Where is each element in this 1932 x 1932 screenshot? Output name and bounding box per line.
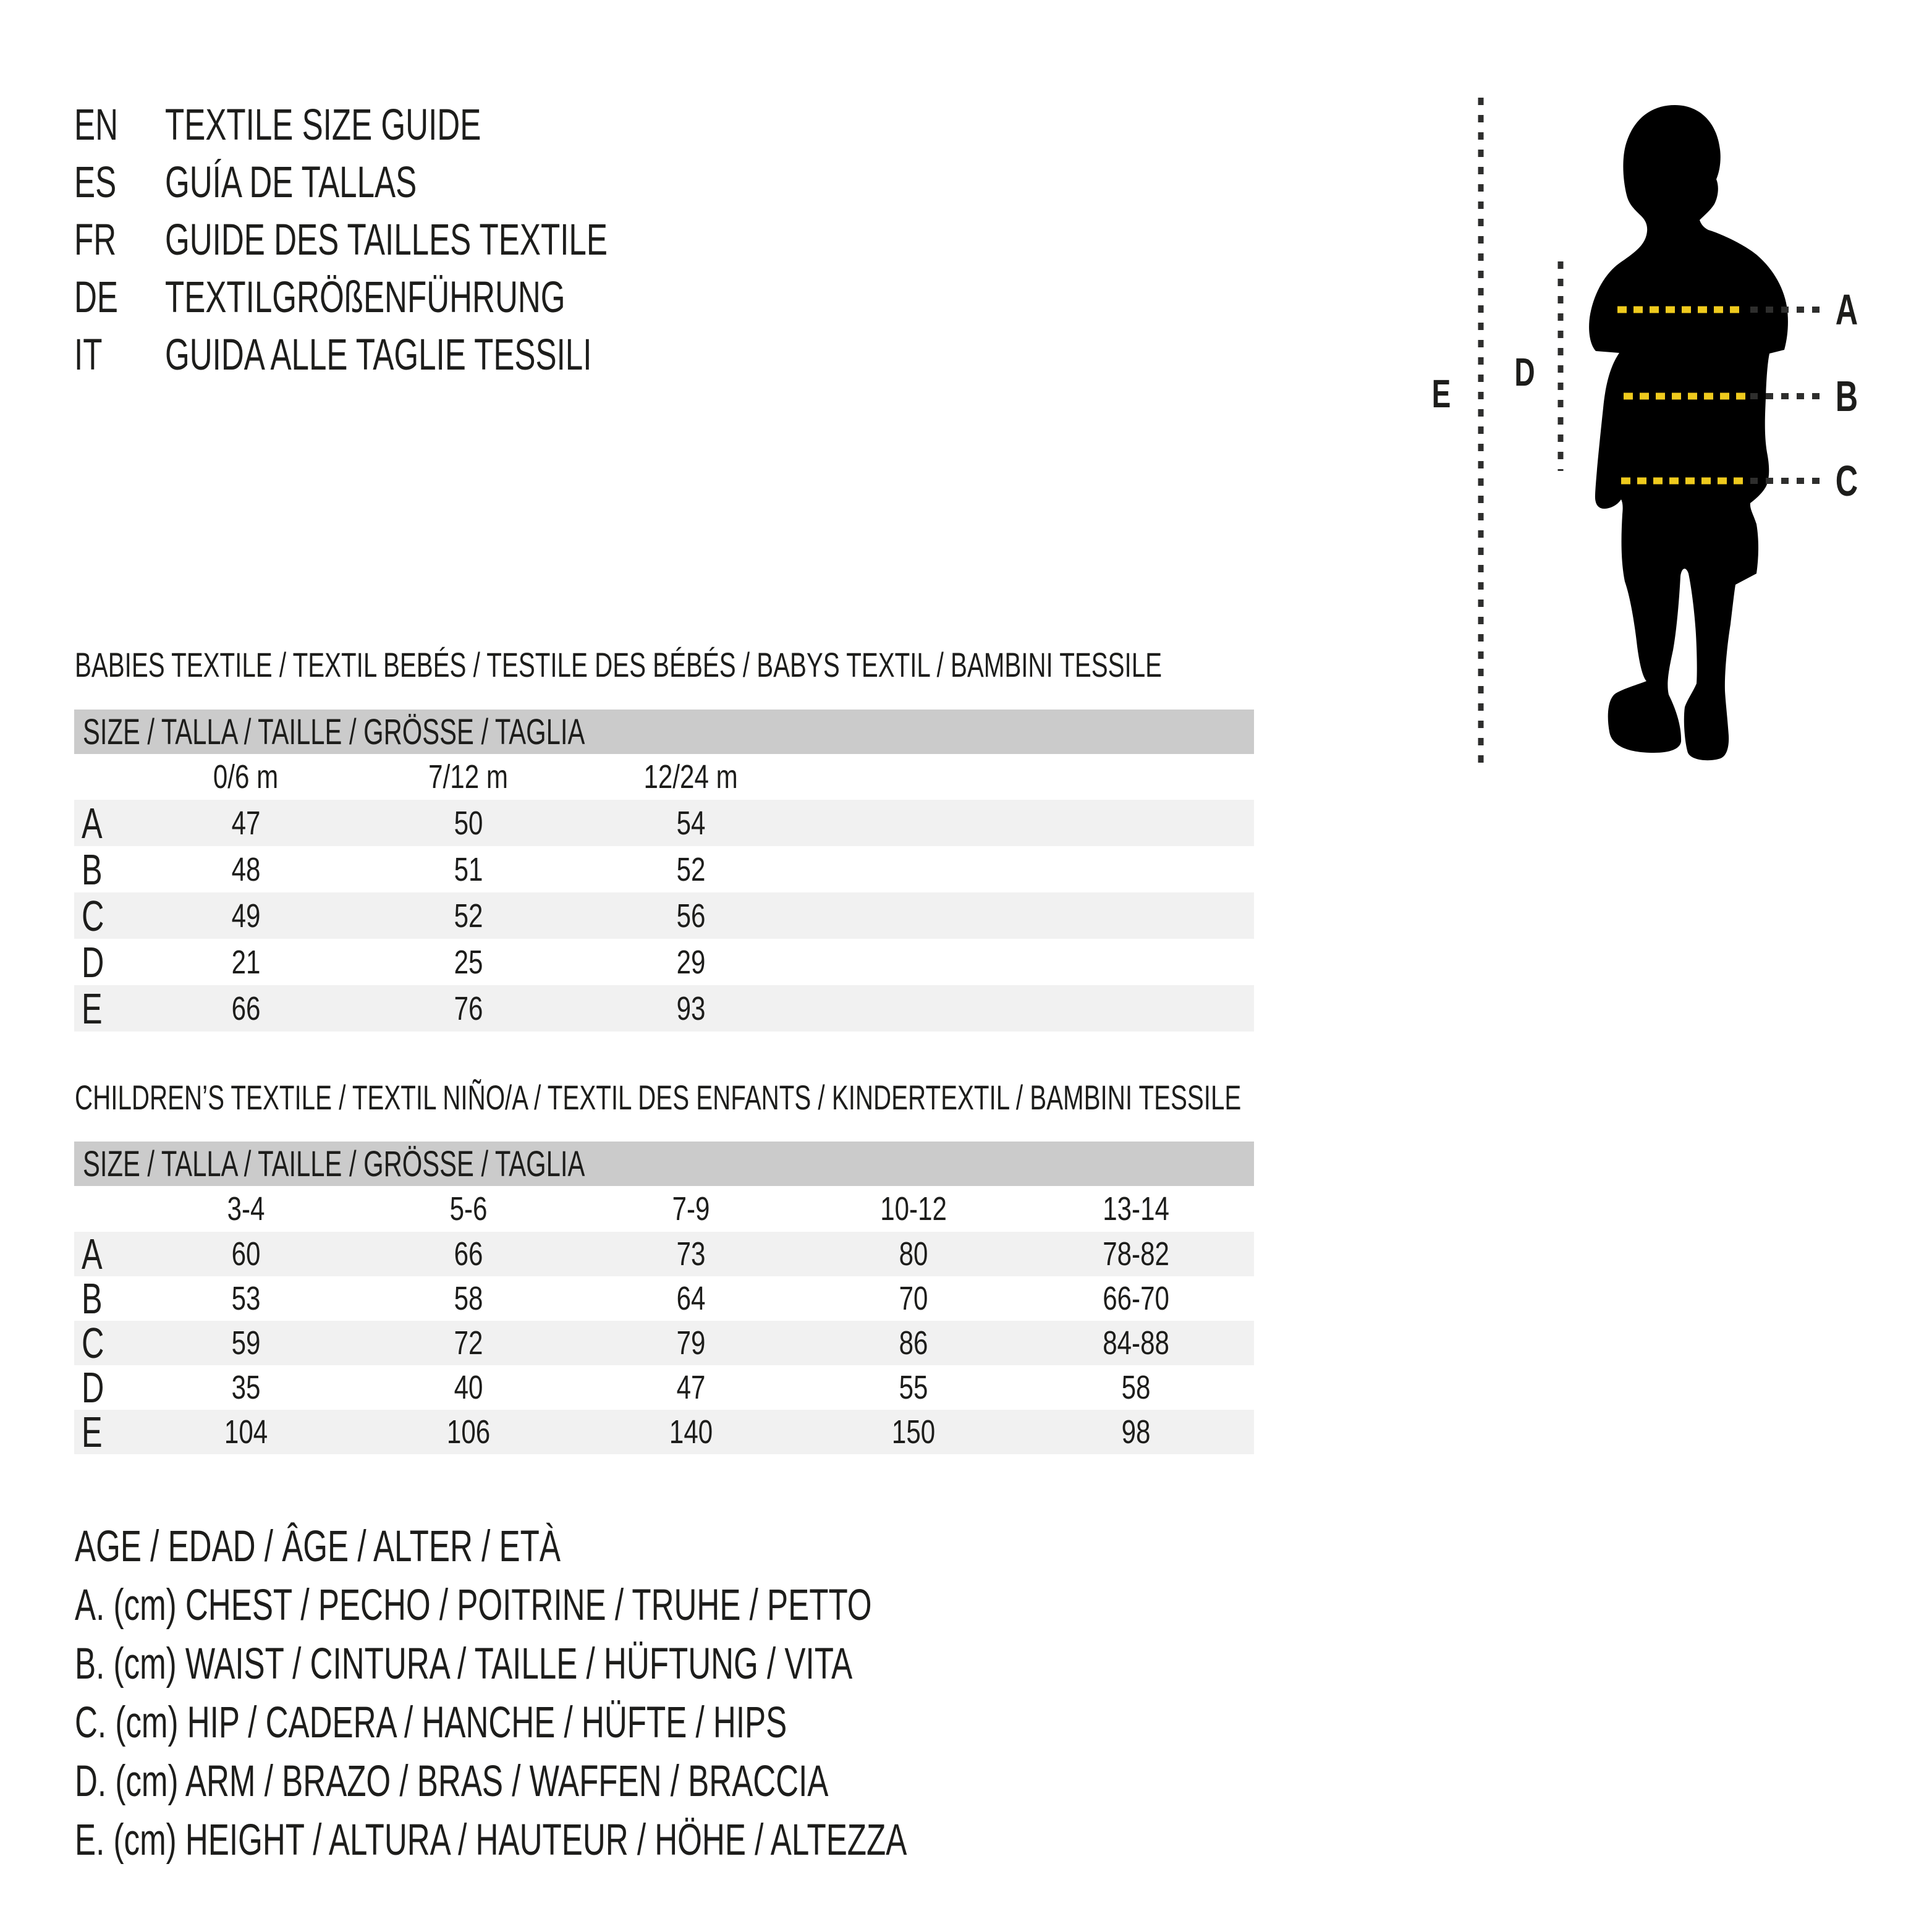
column-header: 12/24 m [643,758,739,795]
table-cell: 73 [676,1235,706,1273]
table-cell: 150 [891,1413,936,1451]
table-cell: 58 [454,1280,483,1317]
row-label: D [82,1363,104,1412]
legend-line-age: AGE / EDAD / ÂGE / ALTER / ETÀ [75,1522,561,1571]
child-silhouette-diagram [1409,87,1904,810]
table-cell: 56 [676,897,706,934]
table-row [74,1365,1254,1410]
table-cell: 78-82 [1103,1235,1169,1273]
table-cell: 86 [899,1324,928,1362]
table-cell: 55 [899,1369,928,1406]
table-row [74,1410,1254,1454]
table-cell: 49 [231,897,261,934]
table-row [74,846,1254,892]
table-cell: 106 [446,1413,491,1451]
column-header: 3-4 [227,1190,265,1227]
table-cell: 52 [676,850,706,888]
guide-title-de: TEXTILGRÖßENFÜHRUNG [165,273,566,322]
table-cell: 35 [231,1369,261,1406]
table-cell: 25 [454,943,483,981]
table-cell: 47 [231,804,261,842]
guide-title-en: TEXTILE SIZE GUIDE [165,101,481,150]
measurement-legend [75,1517,1231,1870]
figure-label-d: D [1514,350,1535,394]
column-header: 13-14 [1103,1190,1169,1227]
table-cell: 60 [231,1235,261,1273]
table-cell: 52 [454,897,483,934]
row-label: E [82,1408,103,1456]
children-section-title: CHILDREN’S TEXTILE / TEXTIL NIÑO/A / TEXTIL DES ENFANTS / KINDERTEXTIL / BAMBINI TESSILE [75,1078,1242,1117]
babies-table-column-header-row [74,754,1254,800]
row-label: D [82,938,104,986]
table-cell: 29 [676,943,706,981]
table-cell: 66 [231,989,261,1027]
table-row [74,985,1254,1032]
lang-code: ES [74,158,117,207]
column-header: 10-12 [880,1190,947,1227]
column-header: 0/6 m [213,758,279,795]
row-label: B [82,1274,103,1323]
lang-code: EN [74,101,119,150]
lang-code: FR [74,216,117,265]
table-cell: 66-70 [1103,1280,1169,1317]
table-cell: 80 [899,1235,928,1273]
table-cell: 59 [231,1324,261,1362]
row-label: E [82,984,103,1033]
table-cell: 140 [669,1413,713,1451]
figure-label-e: E [1431,371,1451,416]
row-label: C [82,1319,104,1367]
table-cell: 76 [454,989,483,1027]
row-label: C [82,891,104,940]
figure-label-b: B [1835,371,1858,420]
table-row [74,1321,1254,1365]
table-row [74,1276,1254,1321]
table-cell: 53 [231,1280,261,1317]
row-label: A [82,799,103,847]
legend-line-chest: A. (cm) CHEST / PECHO / POITRINE / TRUHE / PETTO [75,1581,872,1630]
table-cell: 72 [454,1324,483,1362]
column-header: 7-9 [672,1190,710,1227]
table-row [74,892,1254,939]
measurement-figure [1409,87,1904,813]
figure-label-c: C [1835,456,1858,505]
table-cell: 104 [224,1413,268,1451]
legend-line-arm: D. (cm) ARM / BRAZO / BRAS / WAFFEN / BRACCIA [75,1757,829,1806]
children-table [74,1142,1254,1454]
children-table-header-bar: SIZE / TALLA / TAILLE / GRÖSSE / TAGLIA [74,1142,1254,1186]
table-cell: 58 [1121,1369,1151,1406]
babies-table [74,710,1254,1032]
table-cell: 54 [676,804,706,842]
table-cell: 64 [676,1280,706,1317]
table-row [74,800,1254,846]
column-header: 7/12 m [428,758,509,795]
babies-table-header-bar: SIZE / TALLA / TAILLE / GRÖSSE / TAGLIA [74,710,1254,754]
figure-label-a: A [1835,285,1858,334]
table-cell: 79 [676,1324,706,1362]
table-cell: 50 [454,804,483,842]
table-cell: 48 [231,850,261,888]
legend-line-height: E. (cm) HEIGHT / ALTURA / HAUTEUR / HÖHE / ALTEZZA [75,1816,907,1865]
table-cell: 93 [676,989,706,1027]
lang-code: IT [74,331,103,379]
row-label: B [82,845,103,894]
row-label: A [82,1230,103,1278]
table-cell: 47 [676,1369,706,1406]
lang-code: DE [74,273,119,322]
guide-title-es: GUÍA DE TALLAS [165,158,417,207]
table-cell: 70 [899,1280,928,1317]
table-row [74,939,1254,985]
column-header: 5-6 [449,1190,488,1227]
child-silhouette [1589,105,1788,760]
table-cell: 40 [454,1369,483,1406]
table-cell: 21 [231,943,261,981]
legend-line-waist: B. (cm) WAIST / CINTURA / TAILLE / HÜFTUNG / VITA [75,1640,853,1688]
table-cell: 66 [454,1235,483,1273]
children-table-column-header-row [74,1186,1254,1232]
guide-title-fr: GUIDE DES TAILLES TEXTILE [165,216,608,265]
table-cell: 51 [454,850,483,888]
table-cell: 84-88 [1103,1324,1169,1362]
guide-title-it: GUIDA ALLE TAGLIE TESSILI [165,331,592,379]
babies-section-title: BABIES TEXTILE / TEXTIL BEBÉS / TESTILE DES BÉBÉS / BABYS TEXTIL / BAMBINI TESSILE [75,645,1163,684]
legend-line-hip: C. (cm) HIP / CADERA / HANCHE / HÜFTE / HIPS [75,1698,787,1747]
table-row [74,1232,1254,1276]
table-cell: 98 [1121,1413,1151,1451]
